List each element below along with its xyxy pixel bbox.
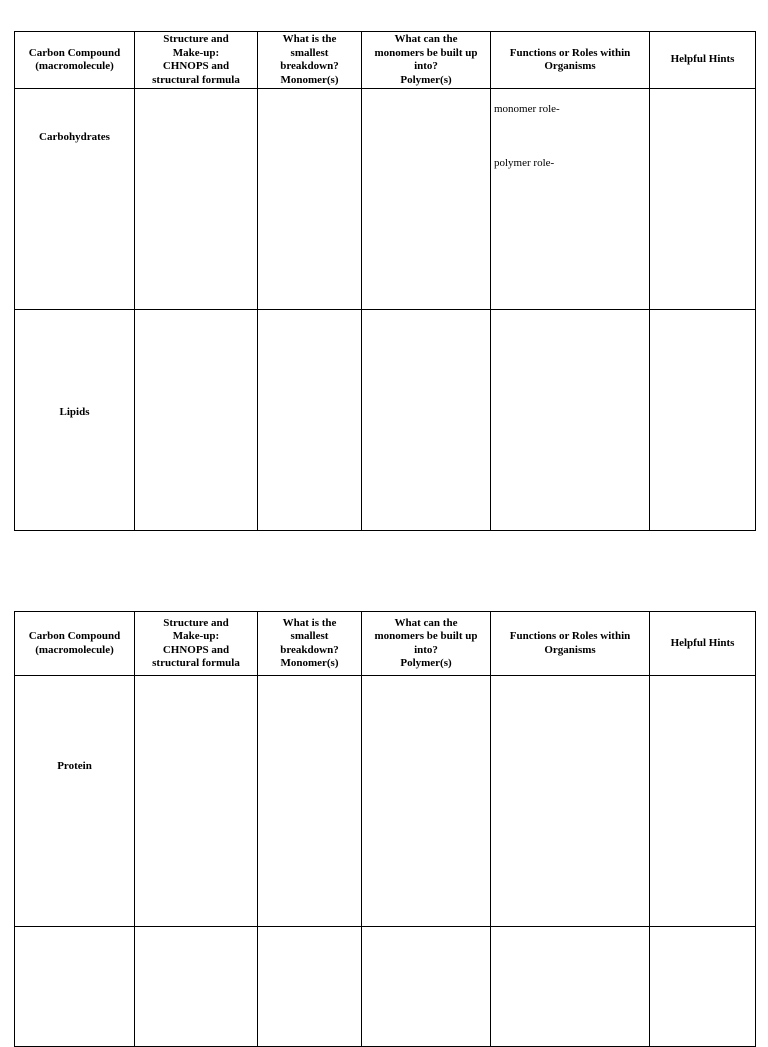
cell-monomer[interactable] (258, 310, 362, 531)
cell-structure[interactable] (135, 310, 258, 531)
header-helpful-hints: Helpful Hints (650, 612, 756, 676)
monomer-role-label: monomer role- (494, 103, 560, 115)
cell-polymer[interactable] (362, 676, 491, 927)
cell-monomer[interactable] (258, 676, 362, 927)
cell-structure[interactable] (135, 927, 258, 1047)
header-monomer: What is the smallest breakdown? Monomer(s) (258, 612, 362, 676)
header-carbon-compound: Carbon Compound (macromolecule) (15, 32, 135, 89)
cell-monomer[interactable] (258, 89, 362, 310)
cell-monomer[interactable] (258, 927, 362, 1047)
table-row-lipids (15, 310, 756, 531)
worksheet-table-1 (14, 31, 756, 531)
header-structure: Structure and Make-up: CHNOPS and structural formula (135, 612, 258, 676)
header-polymer: What can the monomers be built up into? Polymer(s) (362, 32, 491, 89)
cell-functions[interactable] (491, 89, 650, 310)
polymer-role-label: polymer role- (494, 157, 555, 169)
header-polymer: What can the monomers be built up into? Polymer(s) (362, 612, 491, 676)
worksheet-table-2 (14, 611, 756, 1047)
header-functions: Functions or Roles within Organisms (491, 612, 650, 676)
row-label-lipids: Lipids (15, 310, 135, 531)
cell-helpful-hints[interactable] (650, 89, 756, 310)
cell-structure[interactable] (135, 89, 258, 310)
table-row-blank (15, 927, 756, 1047)
table-header-row (15, 612, 756, 676)
cell-functions[interactable] (491, 676, 650, 927)
cell-helpful-hints[interactable] (650, 927, 756, 1047)
row-label-blank (15, 927, 135, 1047)
header-functions: Functions or Roles within Organisms (491, 32, 650, 89)
row-label-carbohydrates: Carbohydrates (15, 89, 135, 310)
cell-helpful-hints[interactable] (650, 676, 756, 927)
cell-functions[interactable] (491, 310, 650, 531)
cell-functions[interactable] (491, 927, 650, 1047)
table-row-protein (15, 676, 756, 927)
cell-polymer[interactable] (362, 89, 491, 310)
row-label-protein: Protein (15, 676, 135, 927)
cell-helpful-hints[interactable] (650, 310, 756, 531)
cell-structure[interactable] (135, 676, 258, 927)
header-monomer: What is the smallest breakdown? Monomer(s) (258, 32, 362, 89)
table-row-carbohydrates (15, 89, 756, 310)
cell-polymer[interactable] (362, 310, 491, 531)
cell-polymer[interactable] (362, 927, 491, 1047)
table-header-row (15, 32, 756, 89)
header-helpful-hints: Helpful Hints (650, 32, 756, 89)
header-structure: Structure and Make-up: CHNOPS and structural formula (135, 32, 258, 89)
header-carbon-compound: Carbon Compound (macromolecule) (15, 612, 135, 676)
